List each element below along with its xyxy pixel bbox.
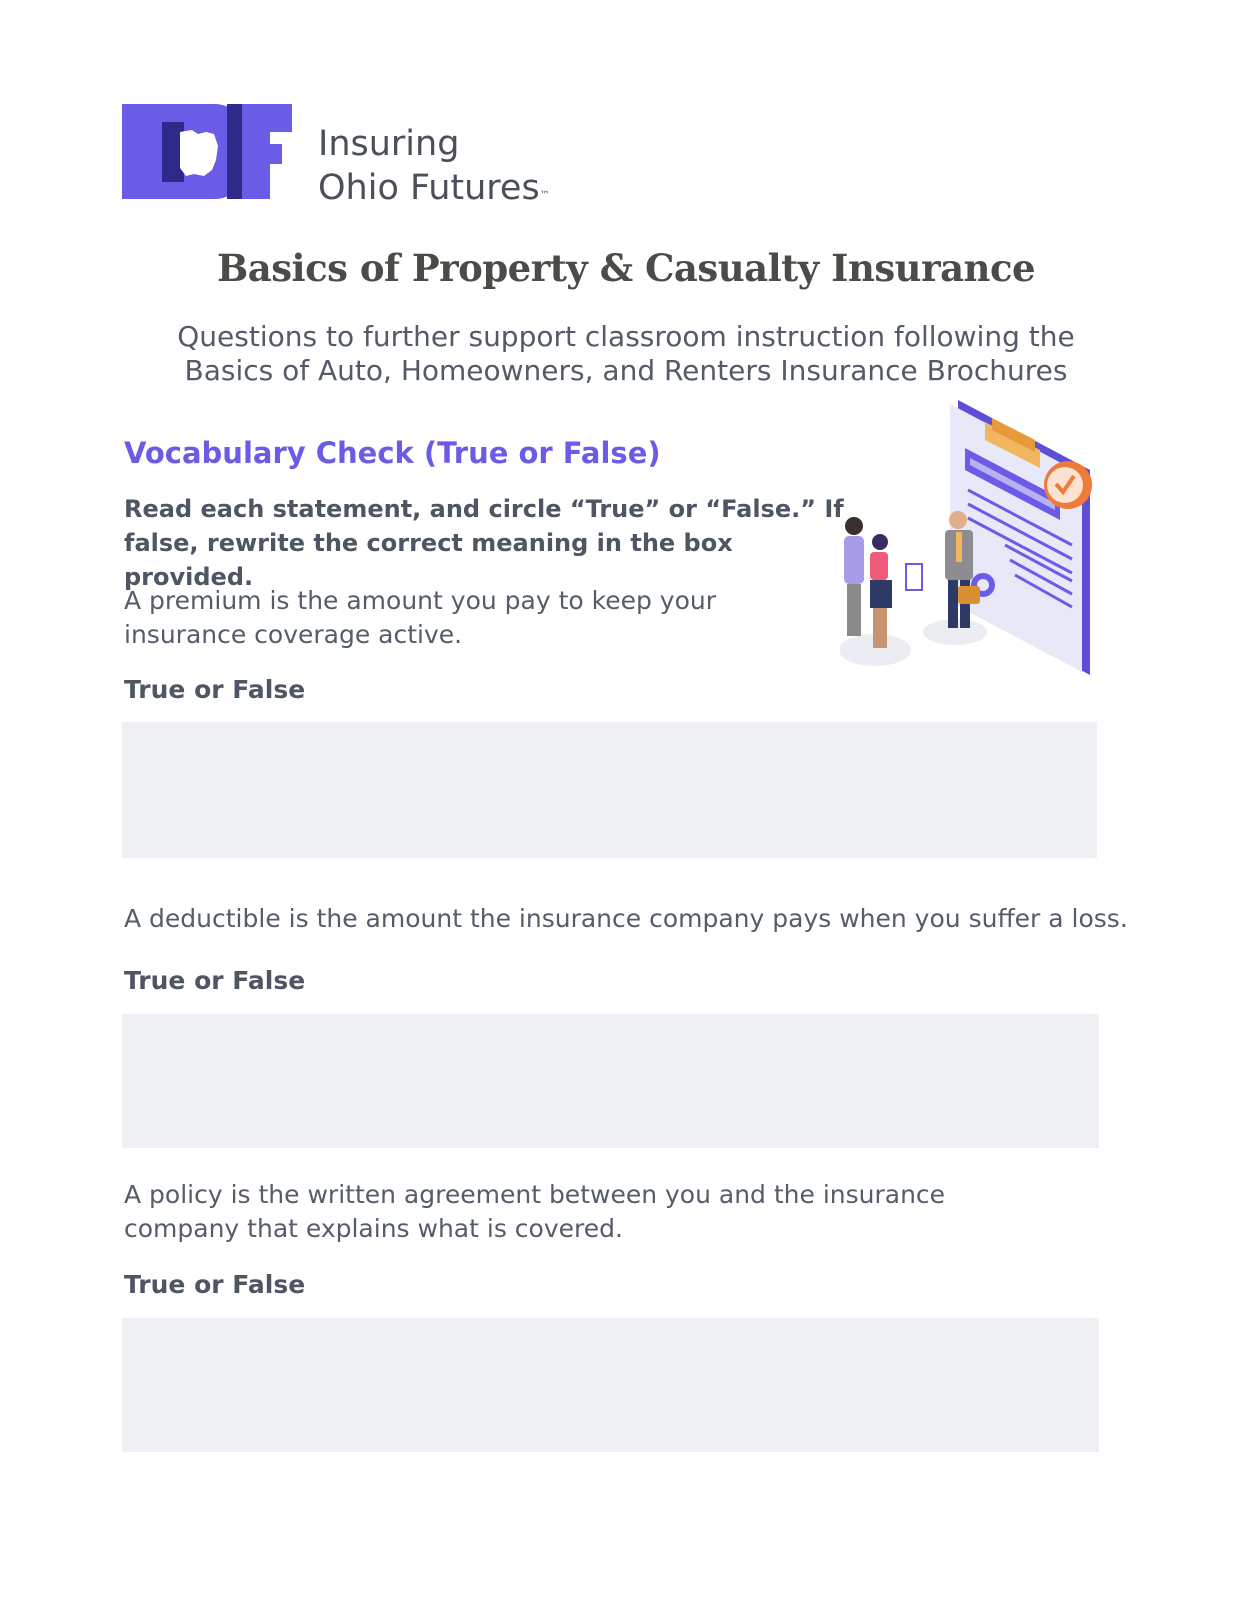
instructions-line-1: Read each statement, and circle “True” or “False.” If [124,495,844,523]
question-1-line-2: insurance coverage active. [124,620,463,649]
question-3-line-1: A policy is the written agreement between you and the insurance [124,1180,946,1209]
question-2-line-1: A deductible is the amount the insurance company pays when you suffer a loss. [124,904,1128,933]
question-1-answer-box[interactable] [122,722,1097,858]
page-title: Basics of Property & Casualty Insurance [216,246,1036,290]
question-3-line-2: company that explains what is covered. [124,1214,623,1243]
brand-line-2 [318,166,550,210]
question-2-true-false-label[interactable]: True or False [124,966,306,995]
question-2-statement [124,902,1128,936]
subtitle-line-2: Basics of Auto, Homeowners, and Renters Insurance Brochures [184,354,1068,387]
question-1-statement [124,584,716,652]
question-3-answer-box[interactable] [122,1318,1099,1452]
brand-line-2-text: Ohio Futures [318,168,540,208]
question-1-true-false-label[interactable]: True or False [124,675,306,704]
question-3-true-false-label[interactable]: True or False [124,1270,306,1299]
question-2-answer-box[interactable] [122,1014,1099,1148]
insurance-agent-clipboard-illustration [840,400,1130,690]
instructions-line-2: false, rewrite the correct meaning in the box provided. [124,529,733,591]
question-1-line-1: A premium is the amount you pay to keep your [124,586,717,615]
page-subtitle [0,320,1252,388]
instructions [124,492,844,594]
subtitle-line-1: Questions to further support classroom instruction following the [177,320,1075,353]
section-heading: Vocabulary Check (True or False) [124,436,661,470]
question-3-statement [124,1178,945,1246]
brand-line-1: Insuring [318,124,460,164]
brand-name [318,122,550,210]
trademark-symbol: ™ [539,190,550,201]
